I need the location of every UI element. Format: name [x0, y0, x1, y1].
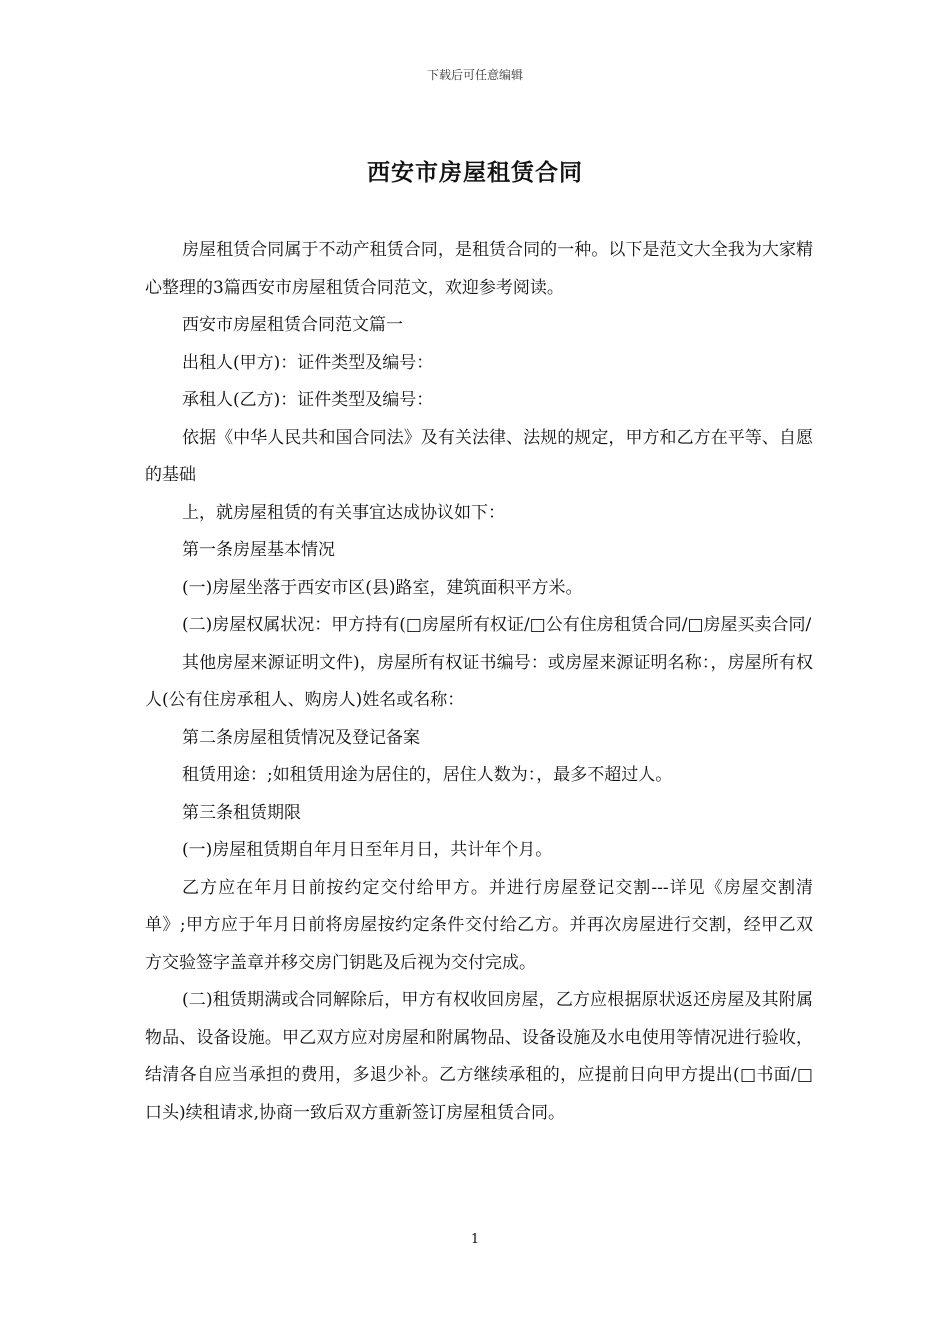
paragraph: 房屋租赁合同属于不动产租赁合同，是租赁合同的一种。以下是范文大全我为大家精心整理的3篇西安市房屋租赁合同范文，欢迎参考阅读。	[145, 240, 813, 298]
paragraph: 上，就房屋租赁的有关事宜达成协议如下：	[182, 502, 505, 523]
page-number: 1	[470, 1232, 480, 1247]
paragraph: 乙方应在年月日前按约定交付给甲方。并进行房屋登记交割---详见《房屋交割清单》;甲方应于年月日前将房屋按约定条件交付给乙方。并再次房屋进行交割，经甲乙双方交验签字盖章并移交房门钥匙及后视为交付完成。	[145, 877, 813, 973]
header-note: 下载后可任意编辑	[426, 68, 523, 82]
paragraph: 西安市房屋租赁合同范文篇一	[182, 315, 403, 335]
paragraph: (一)房屋坐落于西安市区(县)路室，建筑面积平方米。	[182, 577, 583, 598]
paragraph: (二)租赁期满或合同解除后，甲方有权收回房屋，乙方应根据原状返还房屋及其附属物品、设备设施。甲乙双方应对房屋和附属物品、设备设施及水电使用等情况进行验收，结清各自应当承担的费用，多退少补。乙方继续承租的，应提前日向甲方提出(□书面/□口头)续租请求,协商一致后双方重新签订房屋租赁合同。	[145, 990, 813, 1123]
document-title: 西安市房屋租赁合同	[367, 159, 583, 186]
paragraph: (二)房屋权属状况：甲方持有(□房屋所有权证/□公有住房租赁合同/□房屋买卖合同/	[182, 615, 812, 635]
document-body	[145, 232, 813, 1132]
paragraph: (一)房屋租赁期自年月日至年月日，共计年个月。	[182, 840, 553, 860]
paragraph: 租赁用途：;如租赁用途为居住的，居住人数为：，最多不超过人。	[182, 765, 673, 785]
paragraph: 第三条租赁期限	[182, 802, 301, 823]
paragraph: 第二条房屋租赁情况及登记备案	[182, 727, 420, 748]
paragraph: 其他房屋来源证明文件)，房屋所有权证书编号：或房屋来源证明名称：，房屋所有权人(公有住房承租人、购房人)姓名或名称：	[145, 652, 813, 710]
paragraph: 依据《中华人民共和国合同法》及有关法律、法规的规定，甲方和乙方在平等、自愿的基础	[145, 427, 813, 485]
paragraph: 出租人(甲方)：证件类型及编号：	[182, 352, 434, 373]
paragraph: 第一条房屋基本情况	[182, 540, 335, 560]
paragraph: 承租人(乙方)：证件类型及编号：	[182, 390, 434, 410]
